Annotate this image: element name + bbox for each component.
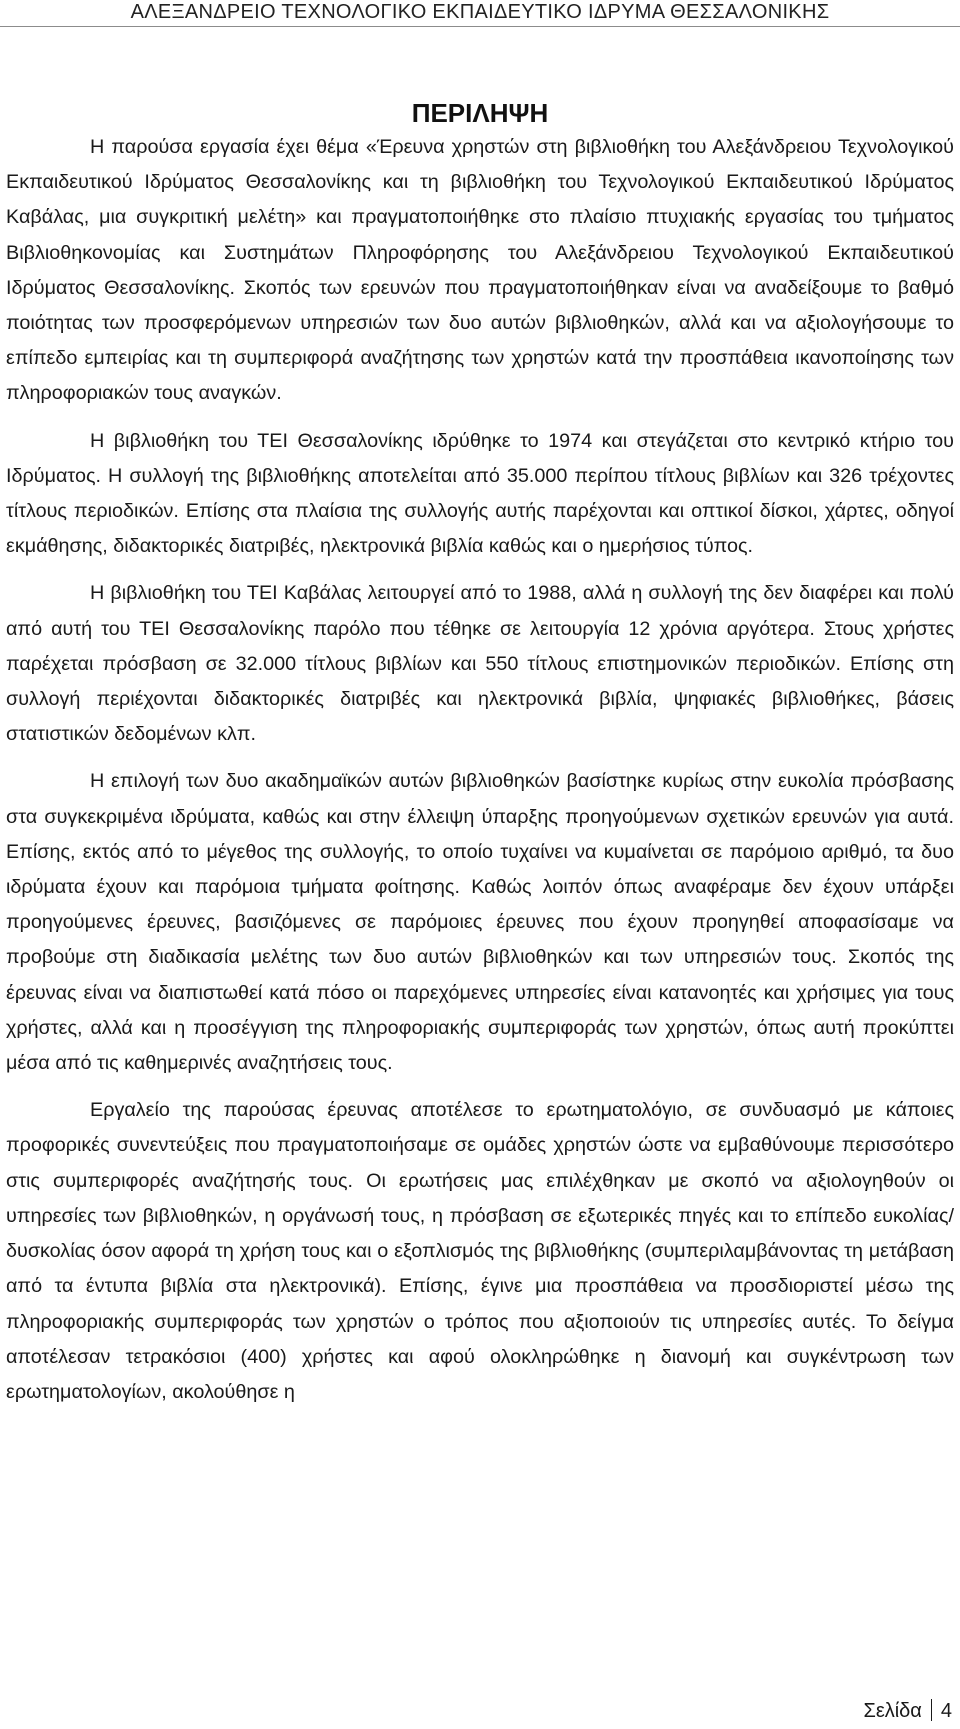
paragraph-1: Η παρούσα εργασία έχει θέμα «Έρευνα χρηστών στη βιβλιοθήκη του Αλεξάνδρειου Τεχνολογικού Εκπαιδευτικού Ιδρύματος Θεσσαλονίκης και τη βιβλιοθήκη του Τεχνολογικού Εκπαιδευτικού Ιδρύματος Καβάλας, μια συγκριτική μελέτη» και πραγματοποιήθηκε στο πλαίσιο πτυχιακής εργασίας του τμήματος Βιβλιοθηκονομίας και Συστημάτων Πληροφόρησης του Αλεξάνδρειου Τεχνολογικού Εκπαιδευτικού Ιδρύματος Θεσσαλονίκης. Σκοπός των ερευνών που πραγματοποιήθηκαν είναι να αναδείξουμε το βαθμό ποιότητας των προσφερόμενων υπηρεσιών των δυο αυτών βιβλιοθηκών, αλλά και να αξιολογήσουμε το επίπεδο εμπειρίας και τη συμπεριφορά αναζήτησης των χρηστών κατά την προσπάθεια ικανοποίησης των πληροφοριακών τους αναγκών. <box>6 136 954 405</box>
document-body <box>6 130 954 1422</box>
paragraph-4: Η επιλογή των δυο ακαδημαϊκών αυτών βιβλιοθηκών βασίστηκε κυρίως στην ευκολία πρόσβασης στα συγκεκριμένα ιδρύματα, καθώς και στην έλλειψη ύπαρξης προηγούμενων σχετικών ερευνών για αυτά. Επίσης, εκτός από το μέγεθος της συλλογής, το οποίο τυχαίνει να κυμαίνεται σε παρόμοιο αριθμό, τα δυο ιδρύματα έχουν και παρόμοια τμήματα φοίτησης. Καθώς λοιπόν όπως αναφέραμε δεν έχουν υπάρξει προηγούμενες έρευνες, βασιζόμενες σε παρόμοιες έρευνες που έχουν προηγηθεί αποφασίσαμε να προβούμε στη διαδικασία μελέτης των δυο αυτών βιβλιοθηκών και των υπηρεσιών τους. Σκοπός της έρευνας είναι να διαπιστωθεί κατά πόσο οι παρεχόμενες υπηρεσίες είναι κατανοητές και χρήσιμες για τους χρήστες, αλλά και η προσέγγιση της πληροφοριακής συμπεριφοράς των χρηστών, όπως αυτή προκύπτει μέσα από τις καθημερινές αναζητήσεις τους. <box>6 770 954 1075</box>
page-number: 4 <box>940 1700 952 1722</box>
page-number-separator <box>931 1699 932 1721</box>
running-header <box>0 0 960 27</box>
header-institution: ΑΛΕΞΑΝΔΡΕΙΟ ΤΕΧΝΟΛΟΓΙΚΟ ΕΚΠΑΙΔΕΥΤΙΚΟ ΙΔΡΥΜΑ ΘΕΣΣΑΛΟΝΙΚΗΣ <box>130 1 830 23</box>
paragraph-2: Η βιβλιοθήκη του ΤΕΙ Θεσσαλονίκης ιδρύθηκε το 1974 και στεγάζεται στο κεντρικό κτήριο του Ιδρύματος. Η συλλογή της βιβλιοθήκης αποτελείται από 35.000 περίπου τίτλους βιβλίων και 326 τρέχοντες τίτλους περιοδικών. Επίσης στα πλαίσια της συλλογής αυτής παρέχονται και οπτικοί δίσκοι, χάρτες, οδηγοί εκμάθησης, διδακτορικές διατριβές, ηλεκτρονικά βιβλία καθώς και ο ημερήσιος τύπος. <box>6 429 954 558</box>
paragraph-3: Η βιβλιοθήκη του ΤΕΙ Καβάλας λειτουργεί από το 1988, αλλά η συλλογή της δεν διαφέρει και πολύ από αυτή του ΤΕΙ Θεσσαλονίκης παρόλο που τέθηκε σε λειτουργία 12 χρόνια αργότερα. Στους χρήστες παρέχεται πρόσβαση σε 32.000 τίτλους βιβλίων και 550 τίτλους επιστημονικών περιοδικών. Επίσης στη συλλογή περιέχονται διδακτορικές διατριβές και ηλεκτρονικά βιβλία, ψηφιακές βιβλιοθήκες, βάσεις στατιστικών δεδομένων κλπ. <box>6 582 954 746</box>
page-label: Σελίδα <box>863 1700 922 1722</box>
paragraph-5: Εργαλείο της παρούσας έρευνας αποτέλεσε το ερωτηματολόγιο, σε συνδυασμό με κάποιες προφορικές συνεντεύξεις που πραγματοποιήσαμε σε ομάδες χρηστών ώστε να εμβαθύνουμε περισσότερο στις συμπεριφορές αναζήτησής τους. Οι ερωτήσεις μας επιλέχθηκαν με σκοπό να αξιολογηθούν οι υπηρεσίες των βιβλιοθηκών, η οργάνωσή τους, η πρόσβαση σε εξωτερικές πηγές και το επίπεδο ευκολίας/δυσκολίας όσον αφορά τη χρήση τους και ο εξοπλισμός της βιβλιοθήκης (συμπεριλαμβάνοντας τη μετάβαση από τα έντυπα βιβλία στα ηλεκτρονικά). Επίσης, έγινε μια προσπάθεια να προσδιοριστεί μέσω της πληροφοριακής συμπεριφοράς των χρηστών ο τρόπος που αξιοποιούν τις υπηρεσίες αυτές. Το δείγμα αποτέλεσαν τετρακόσιοι (400) χρήστες και αφού ολοκληρώθηκε η διανομή και συγκέντρωση των ερωτηματολογίων, ακολούθησε η <box>6 1099 954 1403</box>
page-title: ΠΕΡΙΛΗΨΗ <box>411 98 549 129</box>
page-footer <box>863 1697 952 1725</box>
